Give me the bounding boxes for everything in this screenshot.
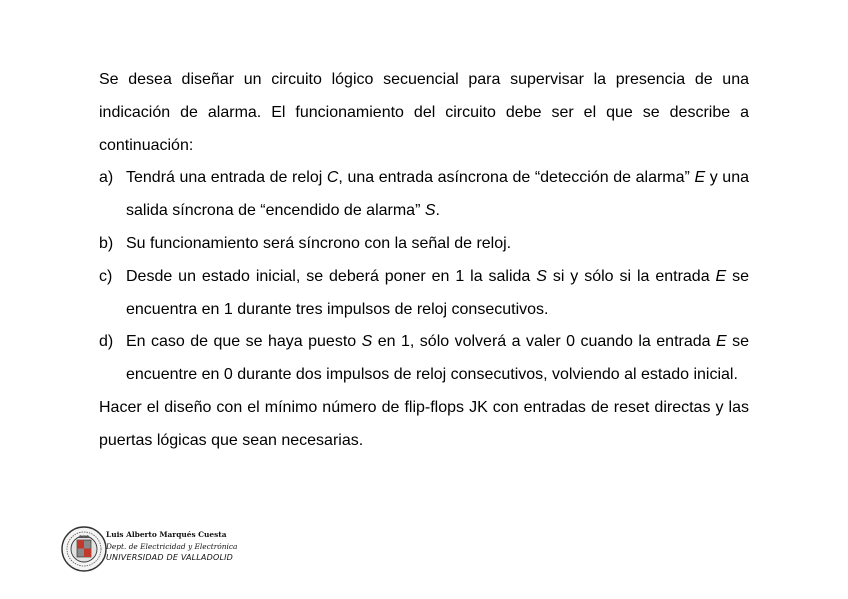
variable: C xyxy=(326,169,339,187)
item-label: a) xyxy=(99,169,114,187)
university-seal-icon xyxy=(60,525,108,573)
item-text xyxy=(126,261,749,327)
text-run: si y sólo si la entrada xyxy=(546,267,716,285)
variable: E xyxy=(716,333,727,351)
variable: E xyxy=(694,169,706,187)
text-run: se encuentra en 1 durante tres impulsos de reloj consecutivos. xyxy=(126,267,750,318)
text-run: , una entrada asíncrona de “detección de alarma” xyxy=(338,169,695,187)
text-run: y una salida síncrona de “encendido de alarma” xyxy=(126,169,749,220)
list-item-a xyxy=(99,162,749,228)
problem-statement xyxy=(99,64,749,458)
list-item-b xyxy=(99,228,749,261)
item-text: Su funcionamiento será síncrono con la señal de reloj. xyxy=(126,234,512,252)
variable: S xyxy=(424,202,436,220)
text-run: En caso de que se haya puesto xyxy=(126,333,362,351)
text-run: en 1, sólo volverá a valer 0 cuando la entrada xyxy=(372,333,716,351)
item-label: b) xyxy=(99,234,114,252)
item-text xyxy=(126,326,749,392)
footer-text xyxy=(106,529,306,564)
university-name: UNIVERSIDAD DE VALLADOLID xyxy=(106,553,234,562)
text-run: . xyxy=(435,202,440,220)
intro-paragraph: Se desea diseñar un circuito lógico secuencial para supervisar la presencia de una indicación de alarma. El funcionamiento del circuito debe ser el que se describe a continuación: xyxy=(99,71,749,154)
item-text xyxy=(126,162,749,228)
closing-paragraph: Hacer el diseño con el mínimo número de flip-flops JK con entradas de reset directas y las puertas lógicas que sean necesarias. xyxy=(99,398,749,449)
variable: E xyxy=(715,267,727,285)
text-run: se encuentre en 0 durante dos impulsos de reloj consecutivos, volviendo al estado inicial. xyxy=(126,333,750,384)
variable: S xyxy=(536,267,547,285)
list-item-c xyxy=(99,261,749,327)
variable: S xyxy=(361,333,373,351)
item-label: d) xyxy=(99,333,114,351)
text-run: Desde un estado inicial, se deberá poner en 1 la salida xyxy=(126,267,537,285)
list-item-d xyxy=(99,326,749,392)
author-name: Luis Alberto Marqués Cuesta xyxy=(106,530,227,539)
department-name: Dept. de Electricidad y Electrónica xyxy=(106,541,238,551)
item-label: c) xyxy=(99,267,113,285)
text-run: Tendrá una entrada de reloj xyxy=(126,169,327,187)
